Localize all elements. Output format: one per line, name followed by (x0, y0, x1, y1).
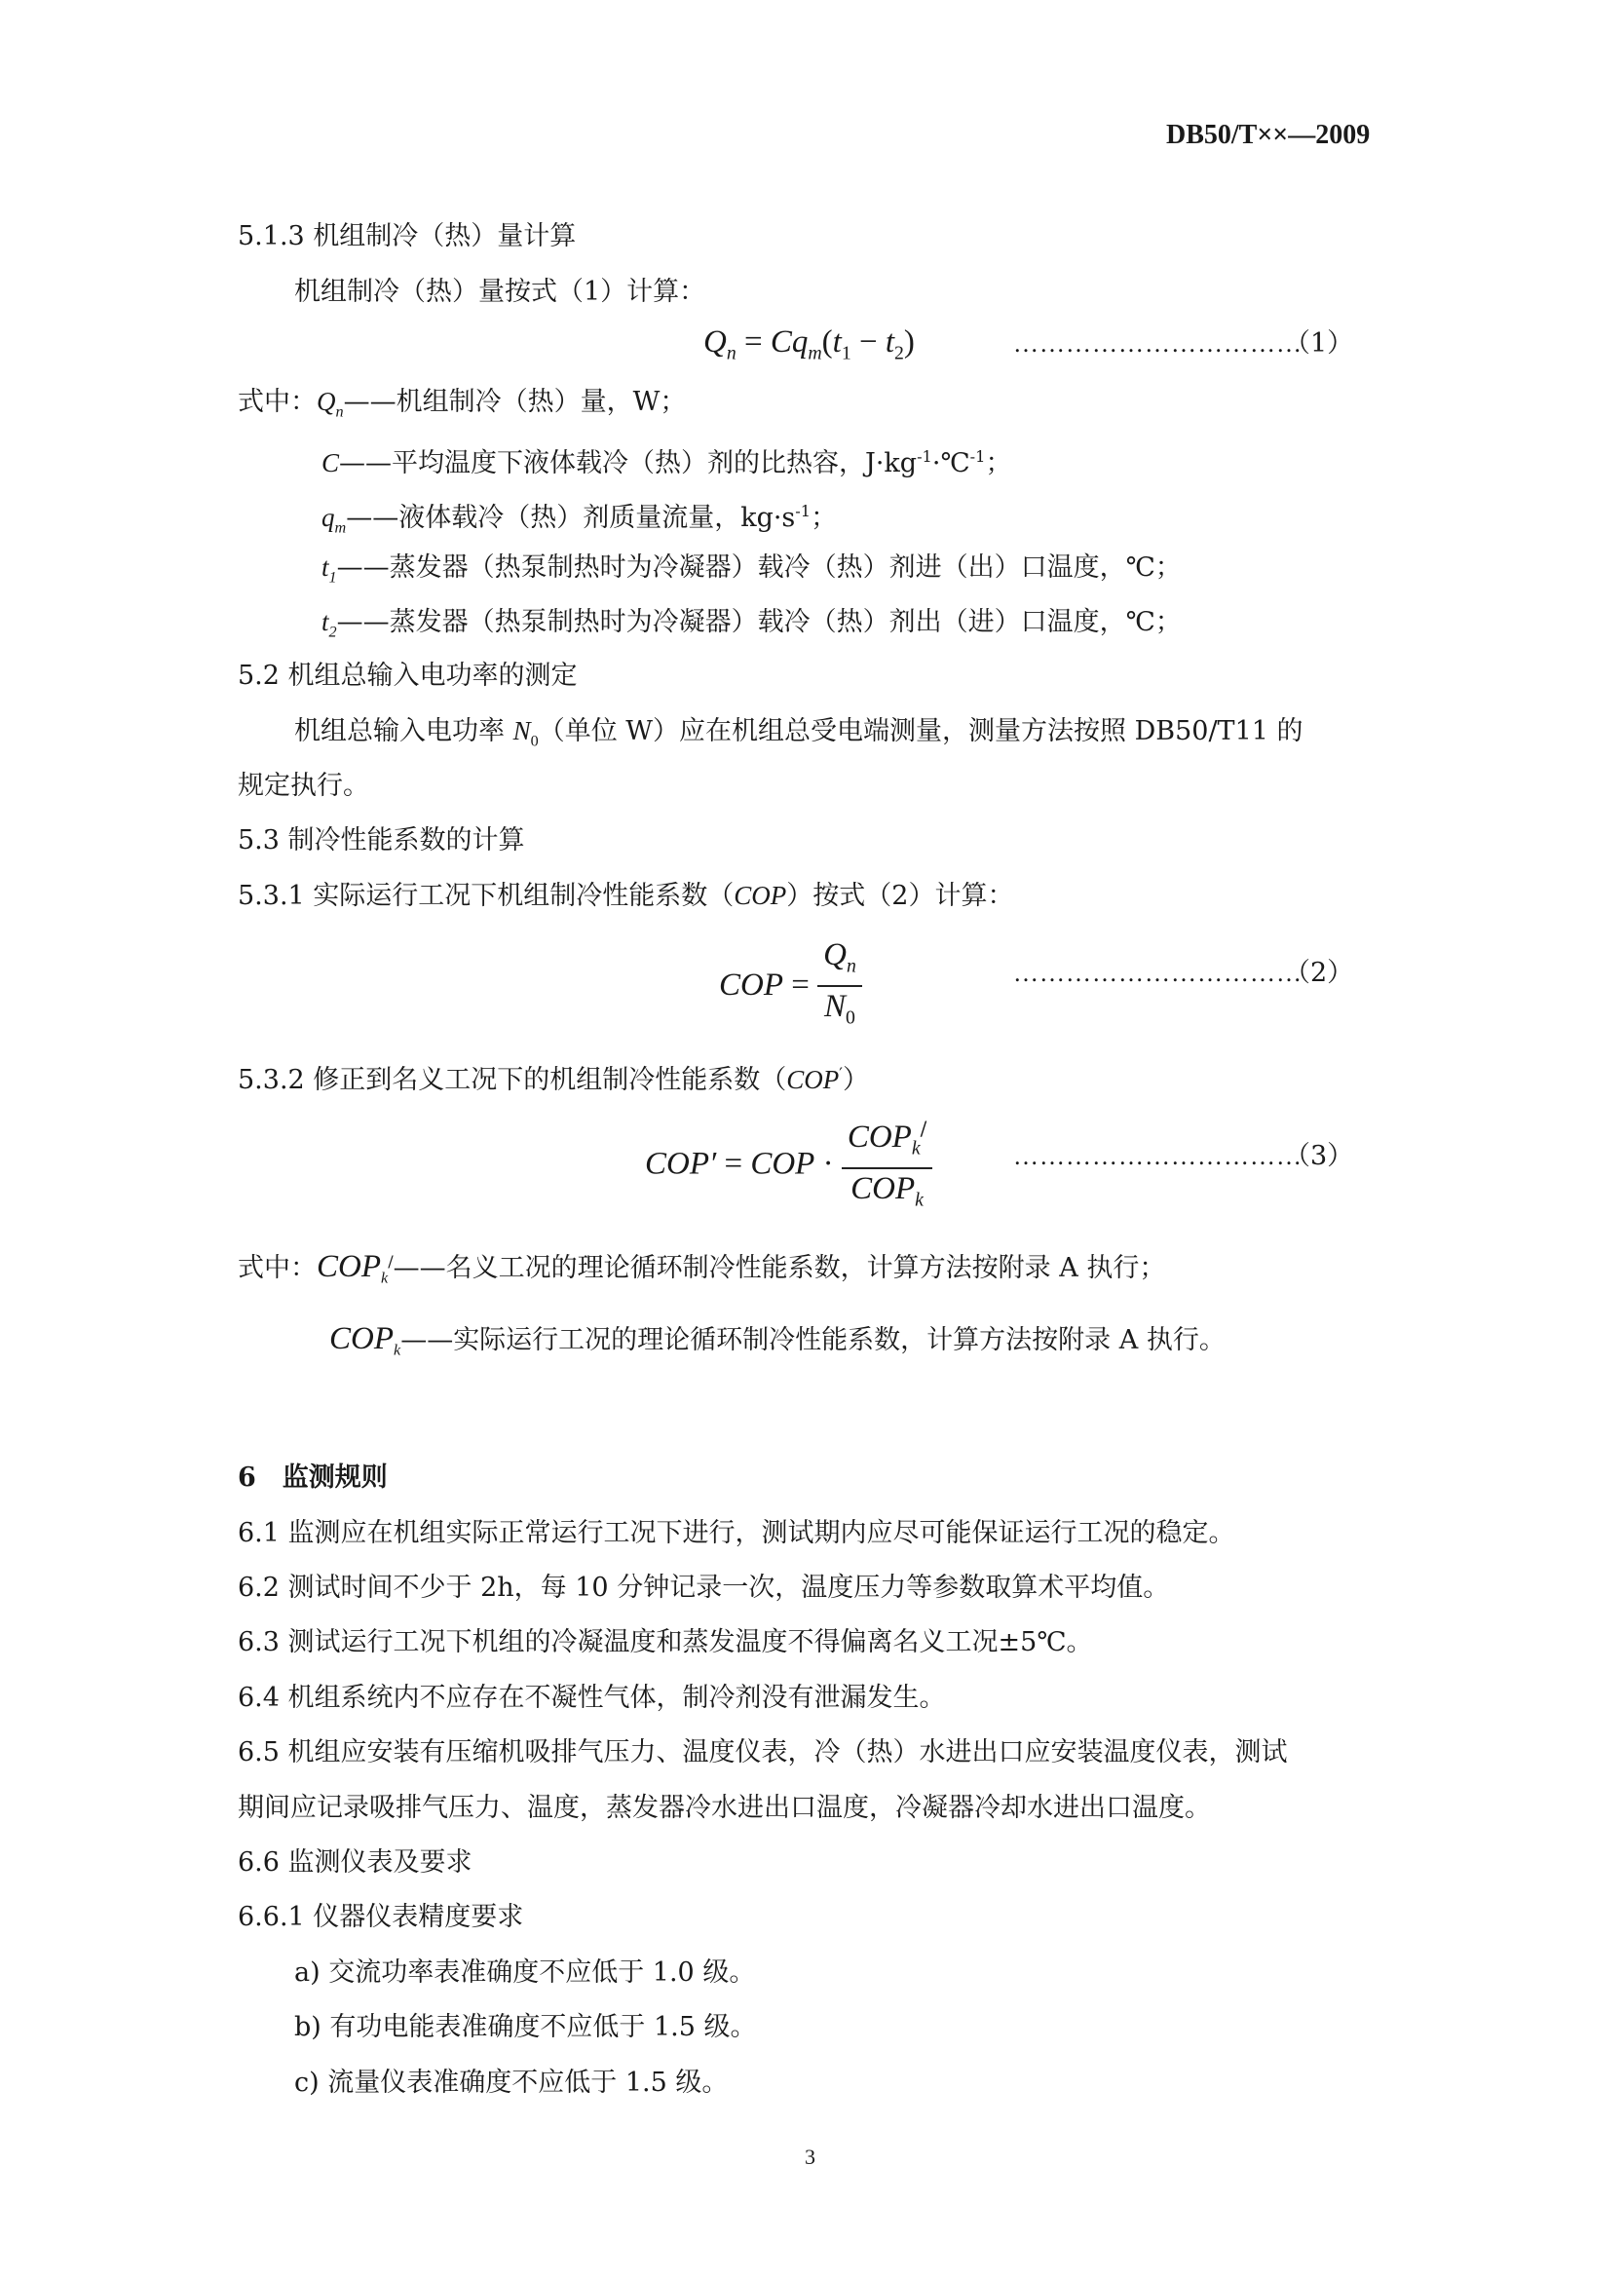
section-6-4: 6.4 机组系统内不应存在不凝性气体，制冷剂没有泄漏发生。 (238, 1683, 946, 1713)
equation-2-leader-dots: …………………………… (1013, 959, 1303, 987)
where-definitions-3: 式中：$COP_k^/——$名义工况的理论循环制冷性能系数，计算方法按附录 A 执行； (238, 1249, 1166, 1287)
equation-2: COP = $\frac{Q_n}{N_0}$ (719, 935, 862, 1036)
def-t1-line: $t_1——$蒸发器（热泵制热时为冷凝器）载冷（热）剂进（出）口温度，℃； (321, 552, 1182, 587)
def-copk-prime: ——名义工况的理论循环制冷性能系数，计算方法按附录 A 执行； (393, 1253, 1166, 1283)
section-5-3-1: 5.3.1 实际运行工况下机组制冷性能系数（COP）按式（2）计算： (238, 881, 1014, 911)
def-t2: ——蒸发器（热泵制热时为冷凝器）载冷（热）剂出（进）口温度，℃； (336, 607, 1182, 637)
equation-3-leader-dots: …………………………… (1013, 1142, 1303, 1170)
section-5-3-2: 5.3.2 修正到名义工况下的机组制冷性能系数（COP′） (238, 1064, 869, 1095)
def-qm-end: ； (811, 503, 838, 533)
where-definitions-1: 式中：$Q_n——$机组制冷（热）量，W； (238, 387, 687, 421)
equation-3-label: （3） (1284, 1141, 1354, 1171)
section-6-3: 6.3 测试运行工况下机组的冷凝温度和蒸发温度不得偏离名义工况±5℃。 (238, 1627, 1093, 1657)
equation-1-leader-dots: …………………………… (1013, 329, 1303, 358)
section-6-6: 6.6 监测仪表及要求 (238, 1847, 472, 1878)
section-5-3-1-text-a: 5.3.1 实际运行工况下机组制冷性能系数（ (238, 881, 735, 911)
section-5-1-3-title: 5.1.3 机组制冷（热）量计算 (238, 221, 577, 251)
def-t2-line: $t_2——$蒸发器（热泵制热时为冷凝器）载冷（热）剂出（进）口温度，℃； (321, 607, 1182, 641)
def-qm-line: $q_m——$液体载冷（热）剂质量流量，$kg\cdot s^{-1}$； (321, 502, 838, 537)
def-c-line: C——平均温度下液体载冷（热）剂的比热容，$J\cdot kg^{-1}\cdot℃^{-1}$； (321, 447, 1012, 478)
list-item-b: b) 有功电能表准确度不应低于 1.5 级。 (294, 2012, 757, 2042)
list-item-c: c) 流量仪表准确度不应低于 1.5 级。 (294, 2068, 729, 2098)
page-number: 3 (805, 2145, 815, 2169)
def-c-unit2: ·℃ (931, 448, 970, 478)
section-5-2-line1: 机组总输入电功率 $N_0$（单位 W）应在机组总受电端测量，测量方法按照 DB50/T11 的 (294, 716, 1303, 750)
where-label: 式中： (238, 387, 317, 417)
def-t1: ——蒸发器（热泵制热时为冷凝器）载冷（热）剂进（出）口温度，℃； (336, 552, 1182, 583)
section-5-2-title: 5.2 机组总输入电功率的测定 (238, 661, 578, 691)
section-5-1-3-intro: 机组制冷（热）量按式（1）计算： (294, 277, 706, 307)
section-6-6-1: 6.6.1 仪器仪表精度要求 (238, 1902, 524, 1932)
def-c-end: ； (985, 448, 1012, 478)
section-5-3-2-text-a: 5.3.2 修正到名义工况下的机组制冷性能系数（ (238, 1065, 787, 1095)
def-c: ——平均温度下液体载冷（热）剂的比热容，J·kg (339, 448, 918, 478)
section-5-2-line2: 规定执行。 (238, 771, 369, 801)
section-5-2-text-b: （单位 W）应在机组总受电端测量，测量方法按照 DB50/T11 的 (538, 716, 1303, 746)
list-item-a: a) 交流功率表准确度不应低于 1.0 级。 (294, 1957, 756, 1988)
section-6-title: 6 监测规则 (238, 1462, 388, 1493)
where-label-2: 式中： (238, 1253, 317, 1283)
section-6-2: 6.2 测试时间不少于 2h，每 10 分钟记录一次，温度压力等参数取算术平均值。 (238, 1573, 1170, 1603)
section-5-2-text-a: 机组总输入电功率 (294, 716, 513, 746)
section-6-5-line1: 6.5 机组应安装有压缩机吸排气压力、温度仪表，冷（热）水进出口应安装温度仪表，测试 (238, 1737, 1288, 1767)
section-6-1: 6.1 监测应在机组实际正常运行工况下进行，测试期内应尽可能保证运行工况的稳定。 (238, 1518, 1235, 1548)
section-5-3-1-text-b: ）按式（2）计算： (786, 881, 1014, 911)
equation-3: COP′ = COP · $\frac{COP_k^/}{COP_k}$ (645, 1111, 932, 1218)
def-qn: ——机组制冷（热）量，W； (343, 387, 687, 417)
section-5-3-title: 5.3 制冷性能系数的计算 (238, 825, 525, 855)
section-6-5-line2: 期间应记录吸排气压力、温度，蒸发器冷水进出口温度，冷凝器冷却水进出口温度。 (238, 1793, 1211, 1823)
document-code-header: DB50/T××—2009 (1166, 120, 1371, 150)
def-copk: ——实际运行工况的理论循环制冷性能系数，计算方法按附录 A 执行。 (400, 1325, 1226, 1355)
equation-1: $Q_n = Cq_m(t_1 - t_2)$ (703, 324, 915, 364)
section-5-3-2-text-b: ） (842, 1065, 869, 1095)
equation-1-label: （1） (1284, 328, 1354, 359)
equation-2-label: （2） (1284, 958, 1354, 988)
def-copk-line: $COP_k——$实际运行工况的理论循环制冷性能系数，计算方法按附录 A 执行。 (329, 1321, 1226, 1359)
def-c-symbol: C (321, 448, 340, 477)
def-qm: ——液体载冷（热）剂质量流量，kg·s (346, 503, 796, 533)
